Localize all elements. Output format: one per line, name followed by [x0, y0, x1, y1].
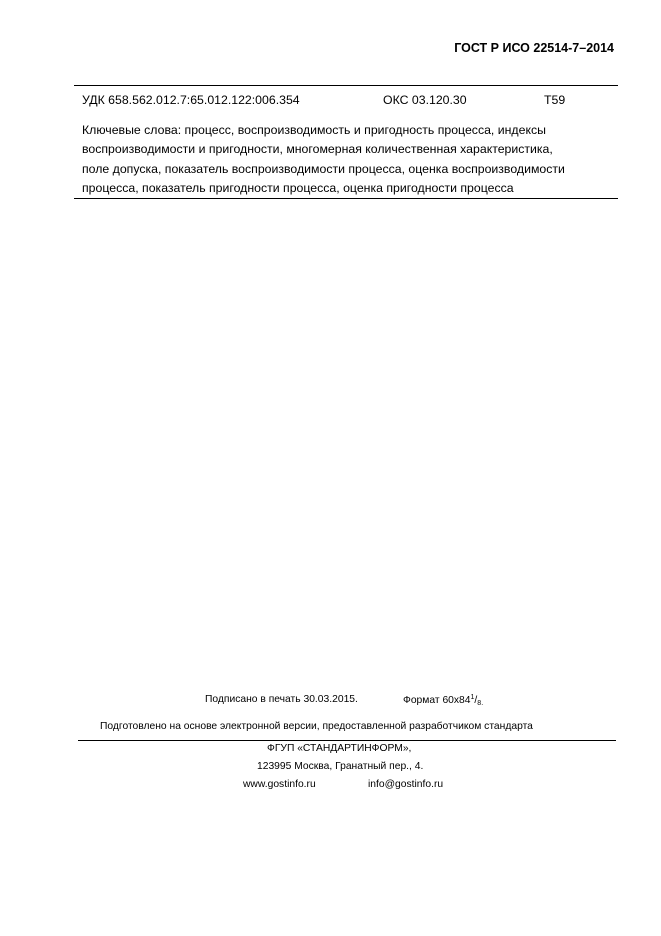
publisher-email[interactable]: info@gostinfo.ru — [368, 779, 444, 790]
keywords-line: Ключевые слова: процесс, воспроизводимость и пригодность процесса, индексы — [82, 123, 546, 137]
imprint-divider — [78, 740, 616, 741]
publisher-website[interactable]: www.gostinfo.ru — [243, 779, 316, 790]
keywords-divider — [74, 198, 618, 199]
publisher-address: 123995 Москва, Гранатный пер., 4. — [257, 761, 424, 772]
udk-code: УДК 658.562.012.7:65.012.122:006.354 — [82, 93, 300, 107]
standard-code: ГОСТ Р ИСО 22514-7–2014 — [454, 41, 614, 55]
paper-format: Формат $60x84^1/_{8.}$ — [403, 694, 484, 707]
keywords-line: процесса, показатель пригодности процесса, оценка пригодности процесса — [82, 180, 514, 195]
oks-code: ОКС 03.120.30 — [383, 93, 467, 107]
group-code: Т59 — [544, 93, 566, 107]
prepared-note: Подготовлено на основе электронной версии, предоставленной разработчиком стандарта — [100, 721, 533, 732]
keywords-block — [82, 121, 622, 198]
publisher-name: ФГУП «СТАНДАРТИНФОРМ», — [267, 743, 412, 754]
paper-format-denominator: 8 — [477, 700, 482, 707]
paper-format-prefix: Формат 60x84 — [403, 695, 471, 706]
paper-format-suffix: . — [481, 700, 484, 707]
signed-date: Подписано в печать 30.03.2015. — [205, 694, 358, 705]
top-divider — [74, 85, 618, 86]
paper-format-numerator: 1 — [470, 694, 475, 701]
keywords-line: воспроизводимости и пригодности, многомерная количественная характеристика, — [82, 142, 553, 157]
keywords-line: поле допуска, показатель воспроизводимости процесса, оценка воспроизводимости — [82, 161, 565, 176]
